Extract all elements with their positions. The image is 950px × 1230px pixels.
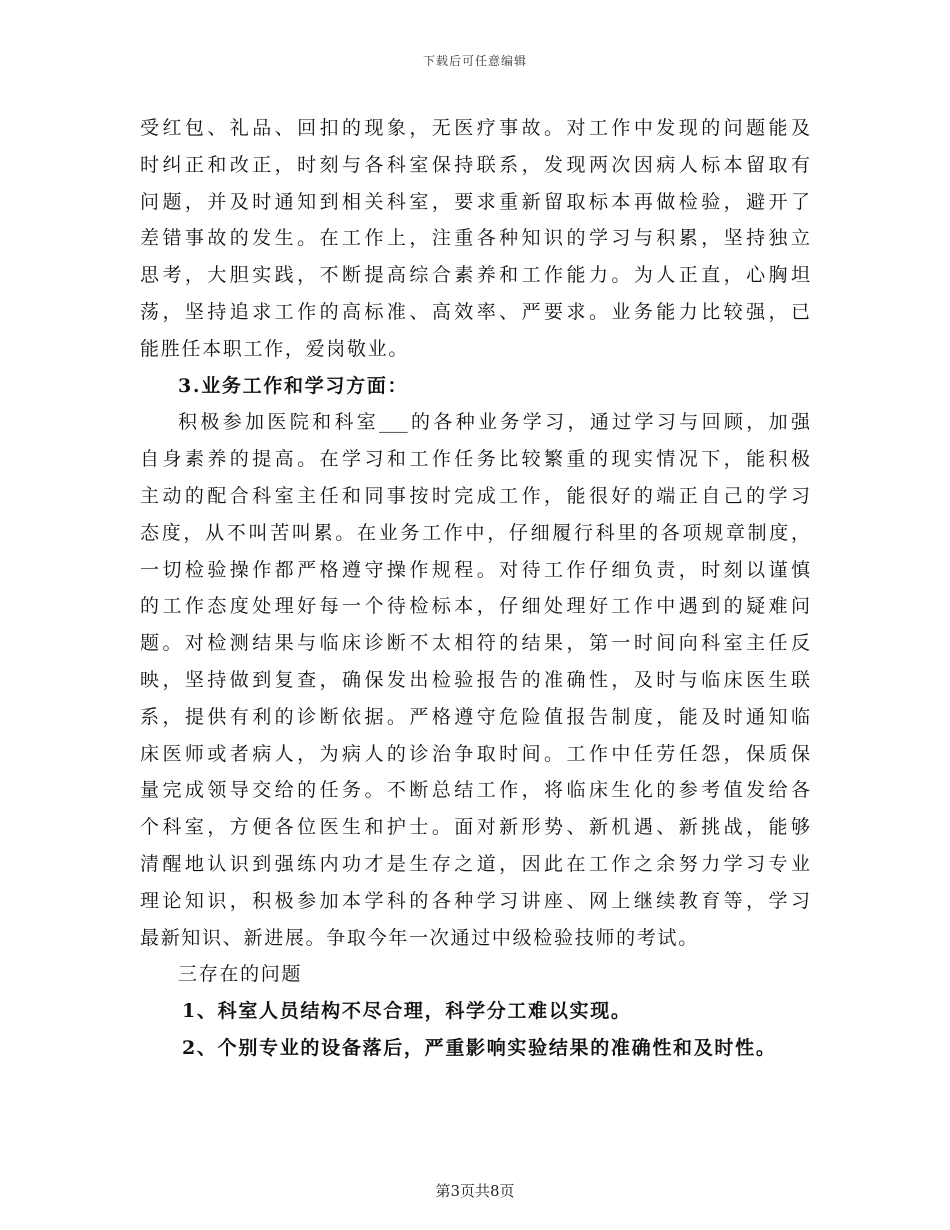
paragraph-line: 映，坚持做到复查，确保发出检验报告的准确性，及时与临床医生联 xyxy=(140,668,810,691)
paragraph-line: 题。对检测结果与临床诊断不太相符的结果，第一时间向科室主任反 xyxy=(140,632,810,655)
section-heading: 三存在的问题 xyxy=(178,963,303,986)
page-header: 下载后可任意编辑 xyxy=(422,54,527,68)
paragraph-line: 最新知识、新进展。争取今年一次通过中级检验技师的考试。 xyxy=(140,926,699,949)
paragraph-line: 系，提供有利的诊断依据。严格遵守危险值报告制度，能及时通知临 xyxy=(140,705,810,728)
paragraph-line: 清醒地认识到强练内功才是生存之道，因此在工作之余努力学习专业 xyxy=(140,852,810,875)
paragraph-line: 的工作态度处理好每一个待检标本，仔细处理好工作中遇到的疑难问 xyxy=(140,595,810,618)
paragraph-line: 积极参加医院和科室___的各种业务学习，通过学习与回顾，加强 xyxy=(178,411,810,434)
paragraph-line: 理论知识，积极参加本学科的各种学习讲座、网上继续教育等，学习 xyxy=(140,889,810,912)
page-number: 第3页共8页 xyxy=(435,1182,515,1200)
section-heading: 3.业务工作和学习方面： xyxy=(178,374,409,397)
paragraph-line: 荡，坚持追求工作的高标准、高效率、严要求。业务能力比较强，已 xyxy=(140,300,810,323)
paragraph-line: 时纠正和改正，时刻与各科室保持联系，发现两次因病人标本留取有 xyxy=(140,153,810,176)
paragraph-line: 思考，大胆实践，不断提高综合素养和工作能力。为人正直，心胸坦 xyxy=(140,264,810,287)
paragraph-line: 问题，并及时通知到相关科室，要求重新留取标本再做检验，避开了 xyxy=(140,190,810,213)
paragraph-line: 量完成领导交给的任务。不断总结工作，将临床生化的参考值发给各 xyxy=(140,779,810,802)
list-item: 2、个别专业的设备落后，严重影响实验结果的准确性和及时性。 xyxy=(182,1036,777,1059)
paragraph-line: 床医师或者病人，为病人的诊治争取时间。工作中任劳任怨，保质保 xyxy=(140,742,810,765)
paragraph-line: 主动的配合科室主任和同事按时完成工作，能很好的端正自己的学习 xyxy=(140,484,810,507)
paragraph-line: 差错事故的发生。在工作上，注重各种知识的学习与积累，坚持独立 xyxy=(140,227,810,250)
paragraph-line: 个科室，方便各位医生和护士。面对新形势、新机遇、新挑战，能够 xyxy=(140,816,810,839)
document-body xyxy=(140,110,810,1067)
paragraph-line: 自身素养的提高。在学习和工作任务比较繁重的现实情况下，能积极 xyxy=(140,448,810,471)
paragraph-line: 态度，从不叫苦叫累。在业务工作中，仔细履行科里的各项规章制度， xyxy=(140,521,810,544)
paragraph-line: 一切检验操作都严格遵守操作规程。对待工作仔细负责，时刻以谨慎 xyxy=(140,558,810,581)
paragraph-line: 受红包、礼品、回扣的现象，无医疗事故。对工作中发现的问题能及 xyxy=(140,117,810,139)
paragraph-line: 能胜任本职工作，爱岗敬业。 xyxy=(140,337,410,360)
list-item: 1、科室人员结构不尽合理，科学分工难以实现。 xyxy=(182,1000,632,1023)
